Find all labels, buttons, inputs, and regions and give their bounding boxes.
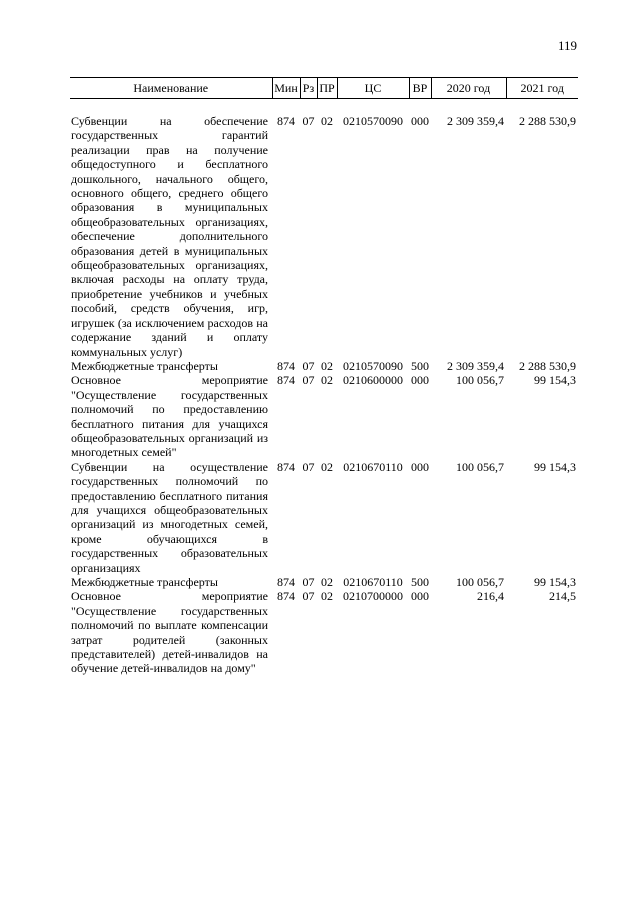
cell-vr: 000 [411, 589, 429, 604]
header-vr: ВР [409, 78, 431, 99]
cell-cs: 0210570090 [343, 114, 403, 128]
cell-2020: 2 309 359,4 [447, 114, 504, 128]
table-row [70, 575, 578, 589]
table-row [70, 99, 578, 359]
cell-vr: 000 [411, 373, 429, 388]
cell-vr: 000 [411, 459, 429, 474]
cell-min: 874 [277, 114, 295, 128]
cell-pr: 02 [321, 373, 333, 388]
cell-name: Субвенции на обеспечение государственных гарантий реализации прав на получение общедоступного и бесплатного дошкольного, начального общего, основного общего, среднего общего образования в муниципальных общеобразовательных организациях, обеспечение дополнительного образования детей в муниципальных общеобразовательных организациях, включая расходы на оплату труда, приобретение учебников и учебных пособий, средств обучения, игр, игрушек (за исключением расходов на содержание зданий и оплату коммунальных услуг) [71, 114, 268, 359]
cell-rz: 07 [302, 459, 315, 474]
cell-vr: 000 [411, 114, 429, 128]
cell-cs: 0210700000 [343, 589, 403, 604]
page-number: 119 [557, 38, 577, 53]
cell-min: 874 [277, 459, 295, 474]
cell-cs: 0210600000 [343, 373, 403, 388]
cell-vr: 500 [411, 575, 429, 589]
cell-2021: 99 154,3 [534, 373, 576, 388]
cell-pr: 02 [321, 589, 333, 604]
cell-name: Субвенции на осуществление государственных полномочий по предоставлению бесплатного питания для учащихся общеобразовательных организаций из многодетных семей, кроме обучающихся в государственных образовательных организациях [71, 459, 268, 575]
header-min: Мин [272, 78, 300, 99]
cell-2021: 214,5 [549, 589, 576, 604]
budget-table [70, 77, 578, 676]
cell-cs: 0210670110 [343, 575, 403, 589]
cell-2021: 99 154,3 [534, 575, 576, 589]
cell-2020: 100 056,7 [456, 575, 504, 589]
table-row [70, 359, 578, 373]
cell-pr: 02 [321, 114, 333, 128]
cell-rz: 07 [302, 589, 315, 604]
header-2020: 2020 год [431, 78, 506, 99]
cell-rz: 07 [302, 575, 315, 589]
cell-min: 874 [277, 575, 295, 589]
cell-pr: 02 [321, 358, 333, 373]
cell-2020: 2 309 359,4 [447, 358, 504, 373]
cell-2021: 2 288 530,9 [519, 358, 576, 373]
cell-name: Основное мероприятие "Осуществление государственных полномочий по предоставлению бесплатного питания для учащихся общеобразовательных организаций из многодетных семей" [71, 373, 268, 460]
cell-vr: 500 [411, 358, 429, 373]
header-pr: ПР [317, 78, 337, 99]
cell-name: Межбюджетные трансферты [71, 575, 218, 589]
table-row [70, 589, 578, 675]
cell-2021: 99 154,3 [534, 459, 576, 474]
cell-min: 874 [277, 358, 295, 373]
cell-cs: 0210570090 [343, 358, 403, 373]
cell-rz: 07 [302, 358, 315, 373]
cell-pr: 02 [321, 459, 333, 474]
cell-min: 874 [277, 589, 295, 604]
table-row [70, 373, 578, 459]
cell-min: 874 [277, 373, 295, 388]
cell-rz: 07 [302, 373, 315, 388]
cell-pr: 02 [321, 575, 333, 589]
table-body [70, 99, 578, 676]
header-2021: 2021 год [506, 78, 578, 99]
cell-2020: 100 056,7 [456, 459, 504, 474]
cell-name: Основное мероприятие "Осуществление государственных полномочий по выплате компенсации затрат родителей (законных представителей) детей-инвалидов на обучение детей-инвалидов на дому" [71, 589, 268, 676]
cell-rz: 07 [302, 114, 315, 128]
table-header [70, 78, 578, 99]
header-cs: ЦС [337, 78, 409, 99]
cell-2020: 100 056,7 [456, 373, 504, 388]
table-row [70, 460, 578, 575]
cell-name: Межбюджетные трансферты [71, 358, 218, 373]
cell-2021: 2 288 530,9 [519, 114, 576, 128]
cell-cs: 0210670110 [343, 459, 403, 474]
cell-2020: 216,4 [477, 589, 504, 604]
header-name: Наименование [70, 78, 272, 99]
header-rz: Рз [300, 78, 317, 99]
